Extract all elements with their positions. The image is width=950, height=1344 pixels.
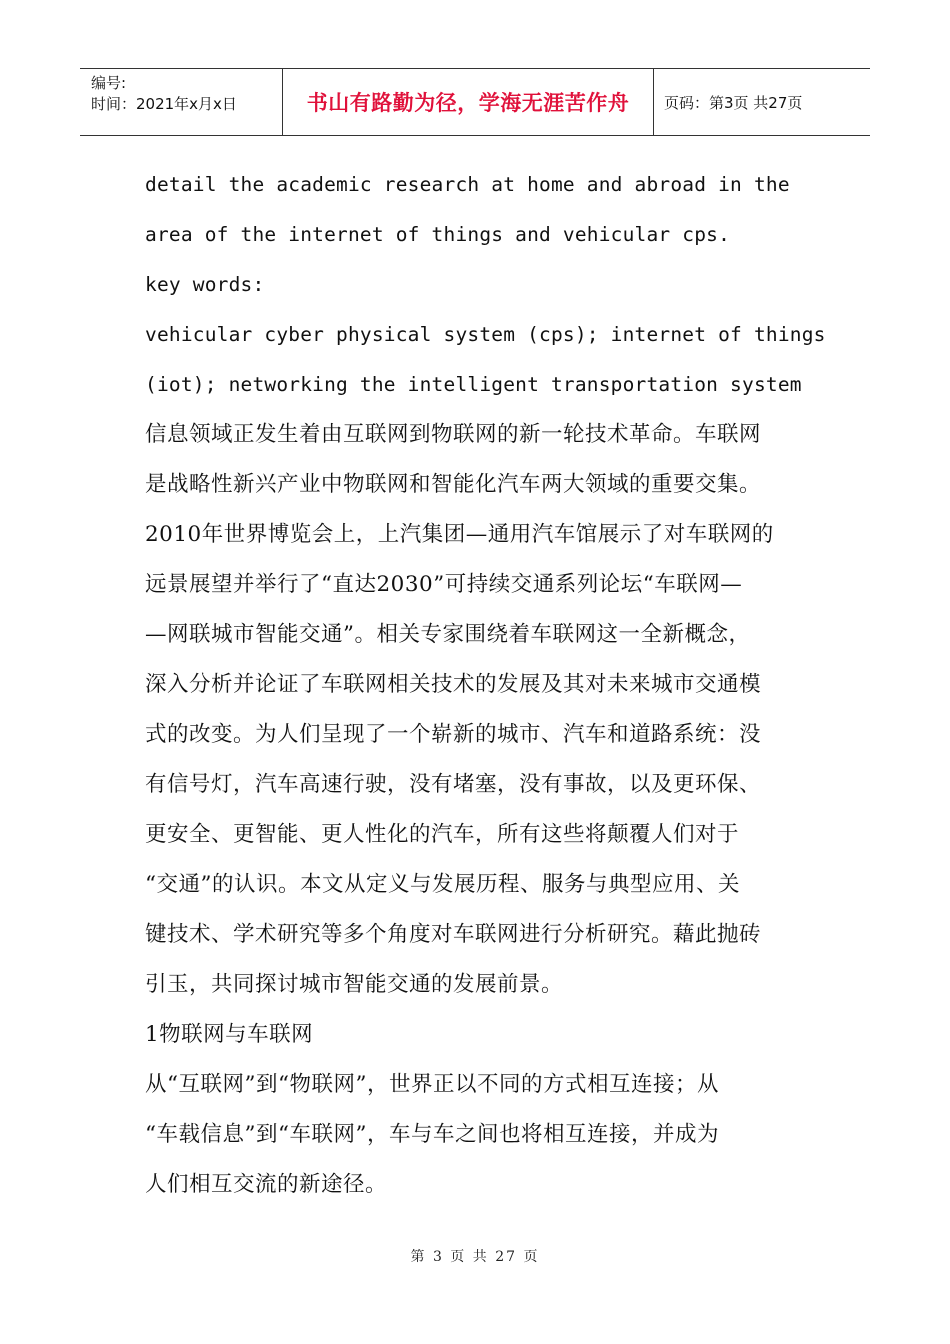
- document-body: [145, 160, 826, 1210]
- text-line: 信息领域正发生着由互联网到物联网的新一轮技术革命。车联网: [145, 422, 762, 447]
- header-page-info: 页码：第3页 共27页: [664, 93, 803, 112]
- text-line: 式的改变。为人们呈现了一个崭新的城市、汽车和道路系统：没: [145, 722, 762, 747]
- text-line: 2010年世界博览会上，上汽集团—通用汽车馆展示了对车联网的: [145, 522, 774, 547]
- header-meta: [80, 69, 283, 135]
- text-line: 更安全、更智能、更人性化的汽车，所有这些将颠覆人们对于: [145, 822, 740, 847]
- text-line: vehicular cyber physical system (cps); internet of things: [145, 323, 826, 346]
- text-line: detail the academic research at home and abroad in the: [145, 173, 790, 196]
- text-line: 引玉，共同探讨城市智能交通的发展前景。: [145, 972, 564, 997]
- text-line: area of the internet of things and vehicular cps.: [145, 223, 731, 246]
- page-footer: 第 3 页 共 27 页: [410, 1249, 540, 1265]
- text-line: 人们相互交流的新途径。: [145, 1172, 388, 1197]
- text-line: (iot); networking the intelligent transportation system: [145, 373, 802, 396]
- page-header: [80, 68, 870, 136]
- document-number-label: 编号:: [91, 74, 127, 92]
- section-heading: 1物联网与车联网: [145, 1022, 314, 1047]
- text-line: “交通”的认识。本文从定义与发展历程、服务与典型应用、关: [145, 872, 740, 897]
- keywords-label: key words:: [145, 273, 265, 296]
- text-line: 从“互联网”到“物联网”，世界正以不同的方式相互连接；从: [145, 1072, 719, 1097]
- text-line: 远景展望并举行了“直达2030”可持续交通系列论坛“车联网—: [145, 572, 743, 597]
- text-line: 深入分析并论证了车联网相关技术的发展及其对未来城市交通模: [145, 672, 762, 697]
- text-line: “车载信息”到“车联网”，车与车之间也将相互连接，并成为: [145, 1122, 719, 1147]
- header-motto: 书山有路勤为径，学海无涯苦作舟: [283, 69, 654, 135]
- text-line: 是战略性新兴产业中物联网和智能化汽车两大领域的重要交集。: [145, 472, 762, 497]
- text-line: 键技术、学术研究等多个角度对车联网进行分析研究。藉此抛砖: [145, 922, 762, 947]
- document-time-label: 时间：2021年x月x日: [91, 95, 237, 113]
- text-line: 有信号灯，汽车高速行驶，没有堵塞，没有事故，以及更环保、: [145, 772, 762, 797]
- text-line: —网联城市智能交通”。相关专家围绕着车联网这一全新概念，: [145, 622, 751, 647]
